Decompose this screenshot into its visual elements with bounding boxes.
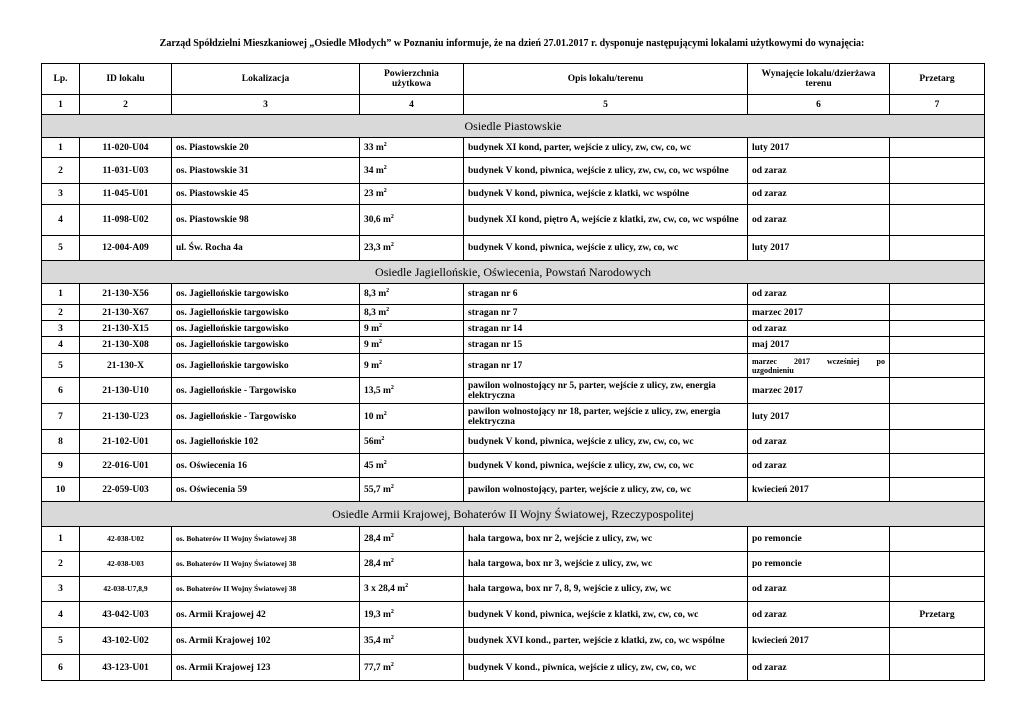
cell-location: os. Bohaterów II Wojny Światowej 38 (172, 527, 360, 552)
cell-id: 21-130-X56 (80, 284, 172, 305)
cell-lp: 3 (42, 321, 80, 337)
col-number: 7 (890, 95, 985, 115)
table-row (42, 284, 985, 305)
cell-description: budynek V kond., piwnica, wejście z ulicy, zw, cw, co, wc (464, 655, 748, 681)
cell-description: pawilon wolnostojący nr 18, parter, wejście z ulicy, zw, energia elektryczna (464, 404, 748, 430)
table-header-row (42, 64, 985, 95)
cell-tender: Przetarg (890, 602, 985, 628)
cell-id: 42-038-U03 (80, 552, 172, 577)
cell-lp: 5 (42, 236, 80, 261)
cell-rental: od zaraz (748, 655, 890, 681)
cell-rental: od zaraz (748, 158, 890, 184)
col-number: 2 (80, 95, 172, 115)
col-header-area: Powierzchnia użytkowa (360, 64, 464, 95)
cell-lp: 4 (42, 205, 80, 236)
cell-location: os. Armii Krajowej 123 (172, 655, 360, 681)
cell-description: stragan nr 17 (464, 354, 748, 378)
cell-id: 12-004-A09 (80, 236, 172, 261)
cell-lp: 1 (42, 527, 80, 552)
section-header-row (42, 115, 985, 138)
cell-id: 43-042-U03 (80, 602, 172, 628)
cell-description: budynek V kond, piwnica, wejście z klatki, zw, cw, co, wc (464, 602, 748, 628)
cell-id: 21-130-U23 (80, 404, 172, 430)
cell-description: pawilon wolnostojący, parter, wejście z ulicy, zw, co, wc (464, 478, 748, 502)
cell-description: budynek XI kond, piętro A, wejście z klatki, zw, cw, co, wc wspólne (464, 205, 748, 236)
cell-location: os. Jagiellońskie targowisko (172, 354, 360, 378)
cell-tender (890, 337, 985, 354)
table-row (42, 354, 985, 378)
section-title: Osiedle Armii Krajowej, Bohaterów II Wojny Światowej, Rzeczypospolitej (42, 502, 985, 527)
cell-location: ul. Św. Rocha 4a (172, 236, 360, 261)
cell-location: os. Jagiellońskie - Targowisko (172, 378, 360, 404)
col-header-description: Opis lokalu/terenu (464, 64, 748, 95)
rental-note-line: uzgodnieniu (752, 365, 794, 375)
page-title: Zarząd Spółdzielni Mieszkaniowej „Osiedle Młodych” w Poznaniu informuje, że na dzień 27.01.2017 r. dysponuje następującymi lokalami użytkowymi do wynajęcia: (159, 38, 865, 49)
table-row (42, 321, 985, 337)
cell-area: 28,4 $m^2$ (360, 527, 464, 552)
cell-location: os. Jagiellońskie 102 (172, 430, 360, 454)
cell-description: budynek XI kond, parter, wejście z ulicy, zw, cw, co, wc (464, 138, 748, 158)
cell-area: 10 $m^2$ (360, 404, 464, 430)
cell-location: os. Bohaterów II Wojny Światowej 38 (172, 552, 360, 577)
cell-description: hala targowa, box nr 7, 8, 9, wejście z ulicy, zw, wc (464, 577, 748, 602)
cell-area: 9 $m^2$ (360, 321, 464, 337)
col-number: 5 (464, 95, 748, 115)
table-row (42, 577, 985, 602)
cell-rental: luty 2017 (748, 404, 890, 430)
section-title: Osiedle Piastowskie (42, 115, 985, 138)
cell-lp: 4 (42, 337, 80, 354)
cell-lp: 8 (42, 430, 80, 454)
cell-lp: 1 (42, 284, 80, 305)
cell-location: os. Jagiellońskie targowisko (172, 337, 360, 354)
cell-description: budynek V kond, piwnica, wejście z ulicy, zw, cw, co, wc (464, 430, 748, 454)
cell-tender (890, 577, 985, 602)
cell-rental: od zaraz (748, 205, 890, 236)
table-row (42, 236, 985, 261)
cell-description: stragan nr 7 (464, 305, 748, 321)
cell-description: budynek V kond, piwnica, wejście z ulicy, zw, co, wc (464, 236, 748, 261)
cell-tender (890, 158, 985, 184)
cell-id: 42-038-U02 (80, 527, 172, 552)
cell-rental: luty 2017 (748, 236, 890, 261)
cell-description: hala targowa, box nr 2, wejście z ulicy, zw, wc (464, 527, 748, 552)
cell-lp: 10 (42, 478, 80, 502)
cell-id: 21-130-X (80, 354, 172, 378)
cell-id: 22-059-U03 (80, 478, 172, 502)
table-row (42, 158, 985, 184)
cell-area: 9 $m^2$ (360, 354, 464, 378)
column-number-row (42, 95, 985, 115)
cell-area: 8,3 $m^2$ (360, 284, 464, 305)
cell-area: 30,6 $m^2$ (360, 205, 464, 236)
cell-id: 21-130-X67 (80, 305, 172, 321)
table-row (42, 305, 985, 321)
cell-lp: 6 (42, 378, 80, 404)
cell-area: 34 $m^2$ (360, 158, 464, 184)
cell-id: 21-130-X08 (80, 337, 172, 354)
cell-location: os. Jagiellońskie - Targowisko (172, 404, 360, 430)
cell-lp: 2 (42, 305, 80, 321)
cell-id: 21-130-U10 (80, 378, 172, 404)
cell-area: $56m^2$ (360, 430, 464, 454)
cell-rental: marzec 2017 (748, 378, 890, 404)
cell-description: budynek XVI kond., parter, wejście z klatki, zw, co, wc wspólne (464, 628, 748, 655)
table-row (42, 337, 985, 354)
section-header-row (42, 261, 985, 284)
cell-id: 43-123-U01 (80, 655, 172, 681)
rental-note-line: marzec 2017 wcześniej po (752, 356, 885, 366)
table-row (42, 552, 985, 577)
cell-description: budynek V kond, piwnica, wejście z ulicy, zw, cw, co, wc (464, 454, 748, 478)
cell-location: os. Armii Krajowej 102 (172, 628, 360, 655)
table-row (42, 404, 985, 430)
cell-rental: od zaraz (748, 184, 890, 205)
cell-area: 55,7 $m^2$ (360, 478, 464, 502)
cell-description: stragan nr 14 (464, 321, 748, 337)
cell-area: 13,5 $m^2$ (360, 378, 464, 404)
col-header-location: Lokalizacja (172, 64, 360, 95)
cell-tender (890, 478, 985, 502)
cell-id: 22-016-U01 (80, 454, 172, 478)
cell-id: 21-130-X15 (80, 321, 172, 337)
cell-area: 77,7 $m^2$ (360, 655, 464, 681)
cell-location: os. Piastowskie 31 (172, 158, 360, 184)
col-header-rental: Wynajęcie lokalu/dzierżawa terenu (748, 64, 890, 95)
cell-rental: po remoncie (748, 552, 890, 577)
col-header-tender: Przetarg (890, 64, 985, 95)
cell-description: stragan nr 6 (464, 284, 748, 305)
cell-location: os. Piastowskie 98 (172, 205, 360, 236)
cell-rental: kwiecień 2017 (748, 628, 890, 655)
cell-rental: po remoncie (748, 527, 890, 552)
cell-description: budynek V kond, piwnica, wejście z klatki, wc wspólne (464, 184, 748, 205)
cell-lp: 3 (42, 184, 80, 205)
table-row (42, 527, 985, 552)
cell-lp: 2 (42, 552, 80, 577)
col-header-id: ID lokalu (80, 64, 172, 95)
col-number: 4 (360, 95, 464, 115)
table-row (42, 138, 985, 158)
table-row (42, 454, 985, 478)
cell-location: os. Jagiellońskie targowisko (172, 284, 360, 305)
cell-rental: od zaraz (748, 321, 890, 337)
cell-location: os. Oświecenia 59 (172, 478, 360, 502)
cell-rental: od zaraz (748, 454, 890, 478)
table-row (42, 378, 985, 404)
cell-lp: 4 (42, 602, 80, 628)
cell-area: 3 x 28,4 $m^2$ (360, 577, 464, 602)
cell-area: 35,4 $m^2$ (360, 628, 464, 655)
cell-rental: od zaraz (748, 430, 890, 454)
cell-id: 11-098-U02 (80, 205, 172, 236)
cell-location: os. Oświecenia 16 (172, 454, 360, 478)
table-row (42, 184, 985, 205)
cell-rental (748, 354, 890, 378)
cell-tender (890, 321, 985, 337)
cell-location: os. Jagiellońskie targowisko (172, 321, 360, 337)
table-row (42, 655, 985, 681)
premises-table (41, 63, 985, 681)
cell-rental: maj 2017 (748, 337, 890, 354)
cell-location: os. Piastowskie 20 (172, 138, 360, 158)
cell-rental: marzec 2017 (748, 305, 890, 321)
cell-rental: od zaraz (748, 284, 890, 305)
cell-id: 11-045-U01 (80, 184, 172, 205)
cell-area: 28,4 $m^2$ (360, 552, 464, 577)
cell-tender (890, 552, 985, 577)
cell-tender (890, 527, 985, 552)
cell-tender (890, 430, 985, 454)
cell-area: 45 $m^2$ (360, 454, 464, 478)
table-row (42, 478, 985, 502)
cell-area: 23,3 $m^2$ (360, 236, 464, 261)
cell-rental: luty 2017 (748, 138, 890, 158)
cell-rental: od zaraz (748, 577, 890, 602)
cell-location: os. Armii Krajowej 42 (172, 602, 360, 628)
cell-rental: kwiecień 2017 (748, 478, 890, 502)
cell-lp: 3 (42, 577, 80, 602)
col-number: 3 (172, 95, 360, 115)
cell-tender (890, 305, 985, 321)
cell-lp: 7 (42, 404, 80, 430)
cell-id: 43-102-U02 (80, 628, 172, 655)
cell-id: 11-031-U03 (80, 158, 172, 184)
cell-area: 8,3 $m^2$ (360, 305, 464, 321)
cell-tender (890, 454, 985, 478)
col-number: 6 (748, 95, 890, 115)
table-row (42, 602, 985, 628)
section-header-row (42, 502, 985, 527)
cell-description: budynek V kond, piwnica, wejście z ulicy, zw, cw, co, wc wspólne (464, 158, 748, 184)
cell-id: 21-102-U01 (80, 430, 172, 454)
cell-description: pawilon wolnostojący nr 5, parter, wejście z ulicy, zw, energia elektryczna (464, 378, 748, 404)
cell-area: 23 $m^2$ (360, 184, 464, 205)
cell-location: os. Piastowskie 45 (172, 184, 360, 205)
cell-id: 11-020-U04 (80, 138, 172, 158)
cell-lp: 2 (42, 158, 80, 184)
col-number: 1 (42, 95, 80, 115)
cell-tender (890, 205, 985, 236)
cell-tender (890, 138, 985, 158)
col-header-lp: Lp. (42, 64, 80, 95)
table-row (42, 430, 985, 454)
cell-tender (890, 628, 985, 655)
cell-area: 33 $m^2$ (360, 138, 464, 158)
cell-rental: od zaraz (748, 602, 890, 628)
cell-tender (890, 378, 985, 404)
cell-tender (890, 354, 985, 378)
cell-lp: 9 (42, 454, 80, 478)
cell-description: stragan nr 15 (464, 337, 748, 354)
cell-tender (890, 655, 985, 681)
cell-tender (890, 184, 985, 205)
cell-tender (890, 284, 985, 305)
cell-tender (890, 404, 985, 430)
table-row (42, 205, 985, 236)
cell-lp: 6 (42, 655, 80, 681)
cell-tender (890, 236, 985, 261)
cell-lp: 1 (42, 138, 80, 158)
cell-location: os. Jagiellońskie targowisko (172, 305, 360, 321)
cell-lp: 5 (42, 354, 80, 378)
cell-lp: 5 (42, 628, 80, 655)
cell-location: os. Bohaterów II Wojny Światowej 38 (172, 577, 360, 602)
cell-area: 19,3 $m^2$ (360, 602, 464, 628)
cell-id: 42-038-U7,8,9 (80, 577, 172, 602)
cell-area: 9 $m^2$ (360, 337, 464, 354)
cell-description: hala targowa, box nr 3, wejście z ulicy, zw, wc (464, 552, 748, 577)
section-title: Osiedle Jagiellońskie, Oświecenia, Powstań Narodowych (42, 261, 985, 284)
table-row (42, 628, 985, 655)
